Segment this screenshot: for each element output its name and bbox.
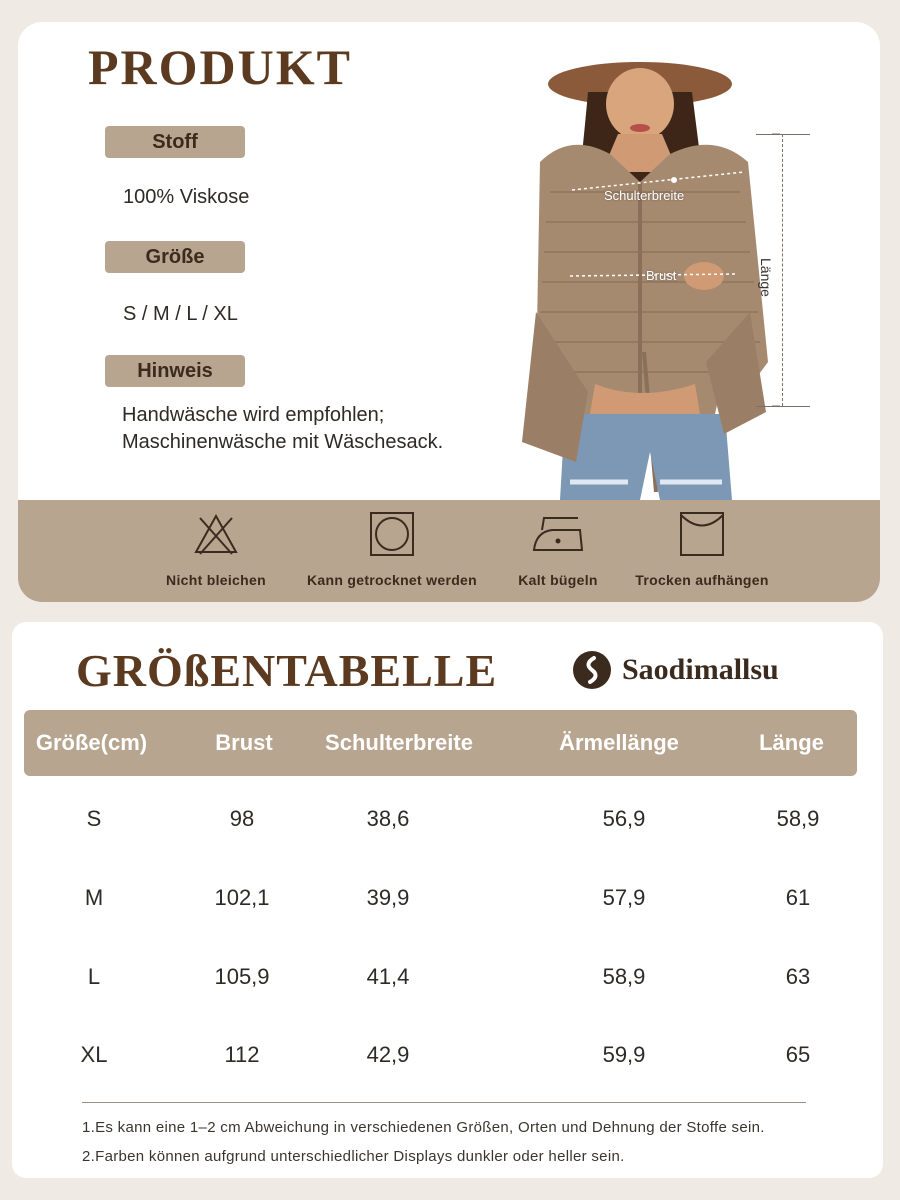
header-length: Länge: [759, 730, 824, 755]
care-label-no-bleach: Nicht bleichen: [166, 572, 266, 588]
size-label: Größe: [105, 241, 245, 273]
header-shoulder: Schulterbreite: [325, 730, 473, 755]
cell-sleeve: 56,9: [602, 806, 646, 831]
care-label-tumble-dry: Kann getrocknet werden: [307, 572, 477, 588]
size-table-header: [24, 710, 857, 776]
cell-length: 61: [785, 885, 811, 910]
product-title: PRODUKT: [88, 39, 352, 95]
size-table-title: GRÖßENTABELLE: [76, 645, 498, 696]
model-figure: [510, 62, 780, 502]
note-1: 1.Es kann eine 1–2 cm Abweichung in verschiedenen Größen, Orten und Dehnung der Stoffe sein.: [82, 1119, 765, 1136]
size-value: S / M / L / XL: [123, 303, 238, 325]
cell-sleeve: 58,9: [602, 964, 646, 989]
fabric-value: 100% Viskose: [123, 186, 250, 208]
header-chest: Brust: [215, 730, 273, 755]
care-item-no-bleach: [116, 510, 316, 588]
cell-sleeve: 57,9: [602, 885, 646, 910]
care-label-line-dry: Trocken aufhängen: [635, 572, 769, 588]
hint-line-1: Handwäsche wird empfohlen;: [122, 404, 385, 426]
cell-chest: 112: [224, 1042, 260, 1067]
length-measure-cap-bottom: [756, 406, 810, 407]
cell-size: L: [87, 964, 101, 989]
brand-name: Saodimallsu: [622, 653, 779, 686]
hint-label: Hinweis: [105, 355, 245, 387]
cell-length: 63: [785, 964, 811, 989]
length-measure-line: [782, 134, 783, 406]
size-chart-card: [12, 622, 883, 1178]
line-dry-icon: [678, 510, 726, 558]
cell-shoulder: 39,9: [366, 885, 410, 910]
cell-size: M: [84, 885, 104, 910]
brand: [572, 650, 779, 690]
cell-size: XL: [80, 1042, 108, 1067]
care-item-line-dry: [602, 510, 802, 588]
cell-length: 58,9: [776, 806, 820, 831]
brand-logo-icon: [572, 650, 612, 690]
care-instructions-band: [18, 500, 880, 602]
care-label-iron: Kalt bügeln: [518, 572, 598, 588]
measure-length-label: Länge: [758, 258, 774, 297]
iron-low-icon: [530, 510, 586, 558]
hint-line-2: Maschinenwäsche mit Wäschesack.: [122, 431, 444, 453]
cell-length: 65: [785, 1042, 811, 1067]
no-bleach-icon: [192, 510, 240, 558]
measure-chest-label: Brust: [646, 268, 677, 283]
product-card: [18, 22, 880, 602]
cell-shoulder: 38,6: [366, 806, 410, 831]
header-sleeve: Ärmellänge: [559, 730, 679, 755]
notes-divider: [82, 1102, 806, 1103]
cell-shoulder: 42,9: [366, 1042, 410, 1067]
cell-chest: 102,1: [214, 885, 270, 910]
fabric-label: Stoff: [105, 126, 245, 158]
model-illustration: [510, 62, 780, 502]
cell-shoulder: 41,4: [366, 964, 410, 989]
hint-text: [122, 402, 443, 456]
cell-chest: 98: [229, 806, 255, 831]
header-size: Größe(cm): [35, 730, 148, 755]
cell-chest: 105,9: [214, 964, 270, 989]
length-measure-cap-top: [756, 134, 810, 135]
tumble-dry-icon: [368, 510, 416, 558]
note-2: 2.Farben können aufgrund unterschiedlicher Displays dunkler oder heller sein.: [82, 1148, 625, 1165]
measure-shoulder-label: Schulterbreite: [604, 188, 685, 203]
cell-size: S: [86, 806, 102, 831]
cell-sleeve: 59,9: [602, 1042, 646, 1067]
